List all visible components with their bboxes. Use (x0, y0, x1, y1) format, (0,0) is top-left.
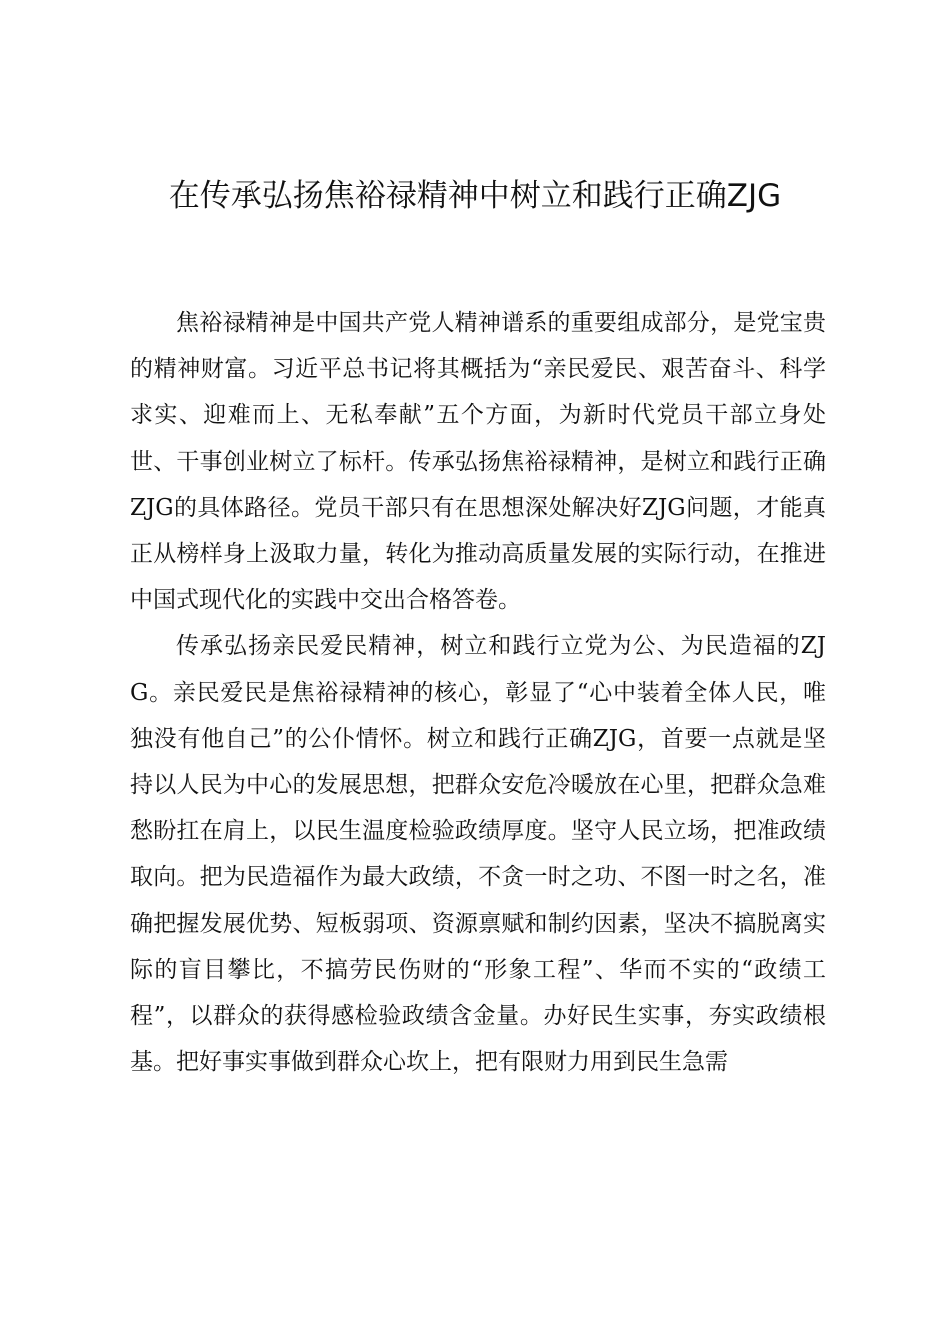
document-title: 在传承弘扬焦裕禄精神中树立和践行正确ZJG (168, 178, 782, 214)
paragraph-people-first: 传承弘扬亲民爱民精神，树立和践行立党为公、为民造福的ZJG。亲民爱民是焦裕禄精神的核心，彰显了“心中装着全体人民，唯独没有他自己”的公仆情怀。树立和践行正确ZJG，首要一点就是坚持以人民为中心的发展思想，把群众安危冷暖放在心里，把群众急难愁盼扛在肩上，以民生温度检验政绩厚度。坚守人民立场，把准政绩取向。把为民造福作为最大政绩，不贪一时之功、不图一时之名，准确把握发展优势、短板弱项、资源禀赋和制约因素，坚决不搞脱离实际的盲目攀比，不搞劳民伤财的“形象工程”、华而不实的“政绩工程”，以群众的获得感检验政绩含金量。办好民生实事，夯实政绩根基。把好事实事做到群众心坎上，把有限财力用到民生急需 (130, 633, 826, 1076)
document-body (130, 300, 826, 1085)
paragraph-intro: 焦裕禄精神是中国共产党人精神谱系的重要组成部分，是党宝贵的精神财富。习近平总书记将其概括为“亲民爱民、艰苦奋斗、科学求实、迎难而上、无私奉献”五个方面，为新时代党员干部立身处世、干事创业树立了标杆。传承弘扬焦裕禄精神，是树立和践行正确ZJG的具体路径。党员干部只有在思想深处解决好ZJG问题，才能真正从榜样身上汲取力量，转化为推动高质量发展的实际行动，在推进中国式现代化的实践中交出合格答卷。 (130, 310, 826, 614)
